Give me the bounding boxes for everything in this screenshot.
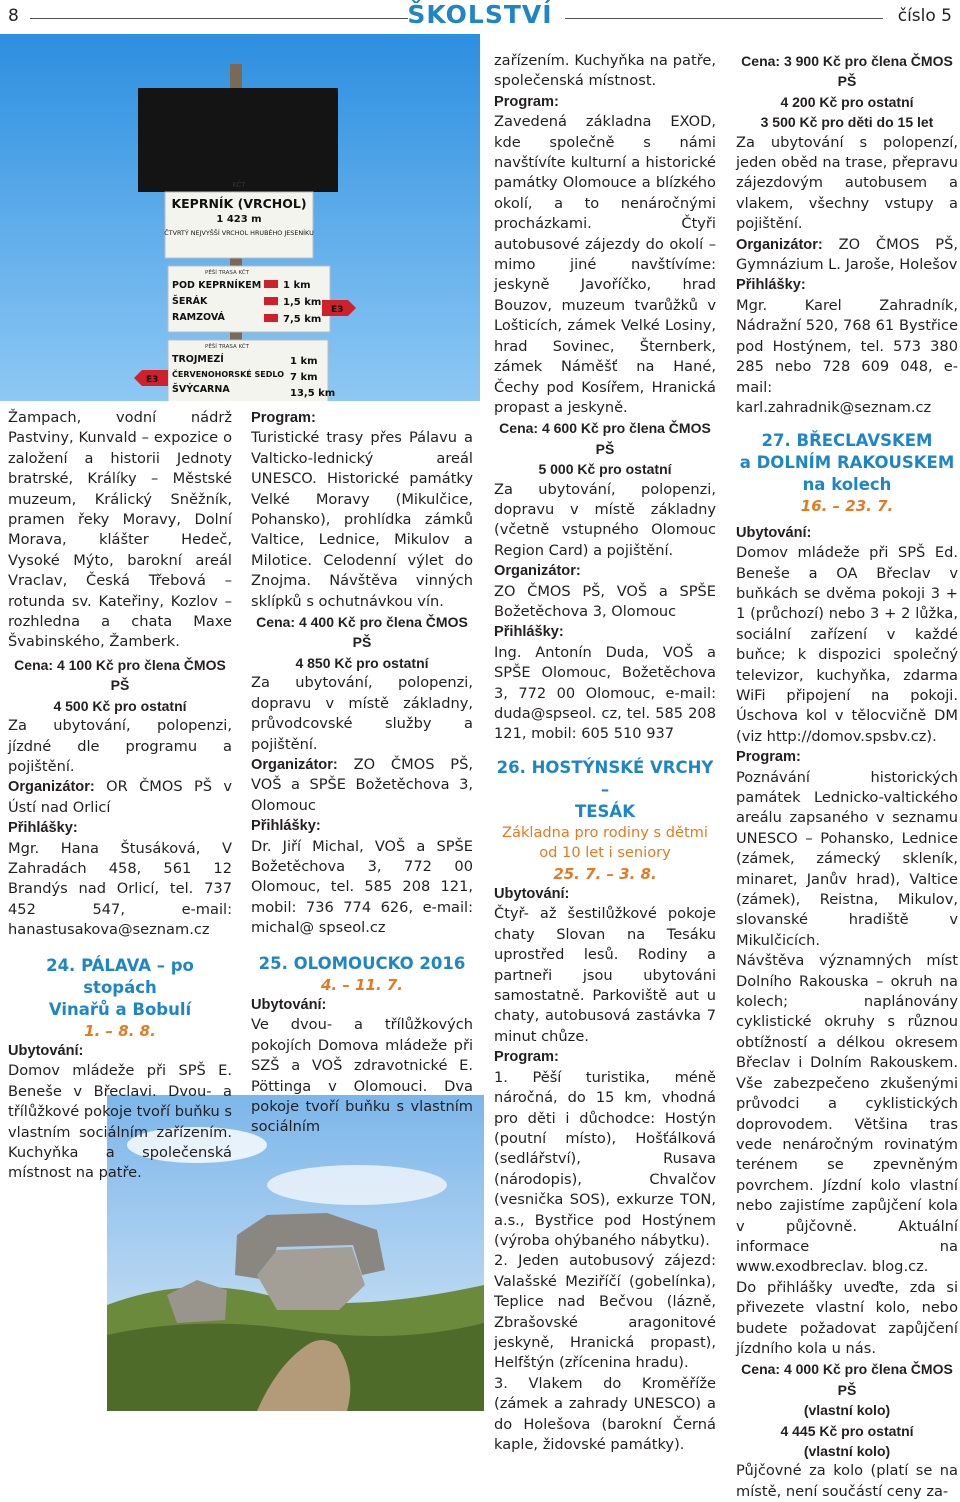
sign-b3-l1: TROJMEZÍ <box>172 354 224 365</box>
sign-peak-sub: (VRCHOL) <box>237 196 307 211</box>
sign-b3-route: E3 <box>146 375 159 385</box>
col3-accommodation-text: Čtyř- až šestilůžkové pokoje chaty Slovan na Tesáku uprostřed lesů. Rodiny a partneři jsou ubytováni samostatně. Parkoviště aut u chaty, autobusová zastávka 7 minut chůze. <box>494 905 716 1045</box>
sign-altitude: 1 423 m <box>216 214 262 225</box>
col3-includes: Za ubytování, polopenzi, dopravu v místě základny (včetně vstupného Olomouc Region Card) a pojištění. <box>494 480 716 559</box>
col3-section-title-1: 26. HOSTÝNSKÉ VRCHY – <box>496 757 714 799</box>
col2-registration-text: Dr. Jiří Michal, VOŠ a SPŠE Božetěchova 3, 772 00 Olomouc, tel. 585 208 121, mobil: 736 774 626, e-mail: michal@ spseol.cz <box>251 837 473 937</box>
col1-section-date: 1. – 8. 8. <box>84 1021 156 1040</box>
col3-program2-label: Program: <box>494 1049 559 1066</box>
col4-price-other: 4 200 Kč pro ostatní <box>780 93 914 110</box>
sign-b2-l3: RAMZOVÁ <box>172 312 225 323</box>
col3-price-other: 5 000 Kč pro ostatní <box>538 461 672 478</box>
col4-accommodation-text: Domov mládeže při SPŠ Ed. Beneše a OA Břeclav v buňkách se dvěma pokoji 3 + 1 (průchozí) nebo 3 + 2 lůžka, sociální zařízení v každé buňce; k dispozici společný televizor, kuchyňka, zdarma WiFi připojení na pokoji. Úschova kol v tělocvičně DM (viz http://domov.spsbv.cz). <box>736 544 958 745</box>
svg-text:KEPRNÍK (VRCHOL) <box>171 196 306 211</box>
col3-section-subtitle-1: Základna pro rodiny s dětmi <box>502 823 708 841</box>
col2-price-member: Cena: 4 400 Kč pro člena ČMOS PŠ <box>256 614 468 651</box>
sign-b3-l3: ŠVÝCARNA <box>172 384 230 395</box>
col1-includes: Za ubytování, polopenzi, jízdné dle programu a pojištění. <box>8 717 232 775</box>
col4-program-text-3: Do přihlášky uveďte, zda si přivezete vlastní kolo, nebo budete požadovat zapůjčení jízdního kola u nás. <box>736 1278 958 1357</box>
col4-price-member: Cena: 3 900 Kč pro člena ČMOS PŠ <box>741 53 953 90</box>
col1-price-other: 4 500 Kč pro ostatní <box>53 697 187 714</box>
col1-accommodation-label: Ubytování: <box>8 1042 84 1059</box>
col4-program-label: Program: <box>736 749 801 766</box>
col3-program2-item-3: 3. Vlakem do Kroměříže (zámek a zahrady UNESCO) a do Holešova (barokní Černá kaple, židovské památky). <box>494 1374 716 1453</box>
sign-peak: KEPRNÍK <box>171 196 234 211</box>
col3-section-date: 25. 7. – 3. 8. <box>553 864 657 883</box>
col3-section-subtitle-2: od 10 let i seniory <box>539 844 671 862</box>
col3-accommodation-label: Ubytování: <box>494 886 570 903</box>
col4-price-bike-other: 4 445 Kč pro ostatní <box>780 1422 914 1439</box>
sign-b2-d2: 1,5 km <box>283 297 322 308</box>
col3-program-text: Zavedená základna EXOD, kde společně s námi navštívíte kulturní a historické památky Olomouce a blízkého okolí, a to nenáročnými procházkami. Čtyři autobusové zájezdy do okolí – mimo jiné navštívíme: jeskyně Javoříčko, hrad Bouzov, muzeum tvarůžků v Lošticích, zámek Velké Losiny, hrad Sovinec, Šternberk, zámek Náměšť na Hané, Čechy pod Kosířem, Hranická propast a jeskyně. <box>494 113 716 416</box>
col3-price-member: Cena: 4 600 Kč pro člena ČMOS PŠ <box>499 420 711 457</box>
col2-program-text: Turistické trasy přes Pálavu a Valticko-lednický areál UNESCO. Historické památky Velké Moravy (Mikulčice, Pohansko), prohlídka zámků Valtice, Lednice, Mikulov a Milotice. Celodenní výlet do Znojma. Návštěva vinných sklípků s ochutnávkou vín. <box>251 429 473 610</box>
col1-price-member: Cena: 4 100 Kč pro člena ČMOS PŠ <box>14 656 226 694</box>
col2-price-other: 4 850 Kč pro ostatní <box>295 654 429 671</box>
header-rule-right <box>565 18 883 19</box>
page-header <box>0 0 960 34</box>
sign-b3-d1: 1 km <box>290 356 318 367</box>
col3-registration-text: Ing. Antonín Duda, VOŠ a SPŠE Olomouc, Božetěchova 3, 772 00 Olomouc, e-mail: duda@spseol. cz, tel. 585 208 121, mobil: 605 510 937 <box>494 643 716 743</box>
col4-price-children: 3 500 Kč pro děti do 15 let <box>760 114 934 131</box>
col2-accommodation-label: Ubytování: <box>251 996 327 1013</box>
issue-number: číslo 5 <box>897 6 952 26</box>
col1-organizer: Organizátor: OR ČMOS PŠ v Ústí nad Orlicí <box>8 778 232 816</box>
col4-section-title-2: a DOLNÍM RAKOUSKEM <box>739 453 955 473</box>
col1-registration-label: Přihlášky: <box>8 820 78 837</box>
col1-accommodation-text: Domov mládeže při SPŠ E. Beneše v Břeclavi. Dvou- a třílůžkové pokoje tvoří buňku s vlastním sociálním zařízením. Kuchyňka a společenská místnost na patře. <box>8 1062 232 1182</box>
col1-section-title-1: 24. PÁLAVA – po stopách <box>46 955 194 997</box>
col2-registration-label: Přihlášky: <box>251 818 321 835</box>
col1-section-title-2: Vinařů a Bobulí <box>48 999 192 1019</box>
sign-b2-l2: ŠERÁK <box>172 296 208 307</box>
sign-b2-l1: POD KEPRNÍKEM <box>172 280 262 291</box>
col2-program-label: Program: <box>251 410 316 426</box>
column-1 <box>8 408 232 1184</box>
column-3 <box>494 51 716 1455</box>
col2-section-title: 25. OLOMOUCKO 2016 <box>258 953 466 973</box>
column-4 <box>736 51 958 1502</box>
page-number: 8 <box>8 6 19 26</box>
col4-section-title-3: na kolech <box>802 475 892 495</box>
sign-trail-label-1: PĚŠÍ TRASA KČT <box>205 270 249 276</box>
column-2 <box>251 408 473 1138</box>
sign-b3-d2: 7 km <box>290 372 318 383</box>
sign-b3-l2: ČERVENOHORSKÉ SEDLO <box>172 370 284 379</box>
col4-program-text-1: Poznávání historických památek Lednicko-valtického areálu zapsaného v seznamu UNESCO – Pohansko, Lednice (zámek, zámecký skleník, minaret, Janův hrad), Valtice (zámek), Reistna, Mikulov, slovanské hradiště v Mikulčicích. <box>736 768 958 949</box>
col4-registration-label: Přihlášky: <box>736 277 806 294</box>
sign-b2-d1: 1 km <box>283 280 311 291</box>
col3-program-label: Program: <box>494 93 559 110</box>
col3-registration-label: Přihlášky: <box>494 624 564 641</box>
col2-section-date: 4. – 11. 7. <box>320 975 403 994</box>
col4-section-title-1: 27. BŘECLAVSKEM <box>761 431 933 451</box>
svg-text:KČT: KČT <box>232 181 246 189</box>
col4-includes: Za ubytování s polopenzí, jeden oběd na trase, přepravu zájezdovým autobusem a vlakem, všechny vstupy a pojištění. <box>736 133 958 233</box>
col4-price-bike-other-note: (vlastní kolo) <box>803 1443 891 1459</box>
col3-program2-item-1: 1. Pěší turistika, méně náročná, do 15 km, vhodná pro děti i důchodce: Hostýn (poutní místo), Hošťálková (sedlářství), Rusava (národopis), Chvalčov (vesnička SOS), exkurze TON, a.s., Bystřice pod Hostýnem (výroba ohýbaného nábytku). <box>494 1068 716 1249</box>
col4-program-text-2: Návštěva významných míst Dolního Rakouska – okruh na kolech; naplánovány cyklistické okruhy s různou obtížností a délkou okresem Břeclav i Dolním Rakouskem. Vše zabezpečeno zkušenými průvodci a cyklistických doprovodem. Většina tras vede nenáročným rovinatým terénem se zpevněným povrchem. Jízdní kolo vlastní nebo zajistíme zapůjčení kola v půjčovně. Aktuální informace na www.exodbreclav. blog.cz. <box>736 952 958 1276</box>
col4-section-date: 16. – 23. 7. <box>800 497 894 516</box>
col3-organizer-label: Organizátor: <box>494 563 581 580</box>
col3-organizer-text: ZO ČMOS PŠ, VOŠ a SPŠE Božetěchova 3, Olomouc <box>494 582 716 620</box>
col1-intro: Žampach, vodní nádrž Pastviny, Kunvald – expozice o založení a historii Jednoty bratrské, Králíky – Městské muzeum, Králický Sněžník, pramen řeky Moravy, Dolní Morava, klášter Hedeč, Vysoké Mýto, barokní areál Vraclav, Česká Třebová – rotunda sv. Kateřiny, Kozlov – rozhledna a chata Maxe Švabinského, Žamberk. <box>8 409 232 651</box>
col3-program2-item-2: 2. Jeden autobusový zájezd: Valašské Meziříčí (gobelínka), Teplice nad Bečvou (lázně, Zbrašovské aragonitové jeskyně, Hranická propast), Helfštýn (zřícenina hradu). <box>494 1252 716 1372</box>
col4-organizer: Organizátor: ZO ČMOS PŠ, Gymnázium L. Jaroše, Holešov <box>736 235 958 274</box>
signpost-photo <box>0 34 480 401</box>
col4-price-bike-member: Cena: 4 000 Kč pro člena ČMOS PŠ <box>741 1361 953 1398</box>
col2-organizer: Organizátor: ZO ČMOS PŠ, VOŠ a SPŠE Božetěchova 3, Olomouc <box>251 755 473 814</box>
sign-note: ČTVRTÝ NEJVYŠŠÍ VRCHOL HRUBÉHO JESENÍKU <box>164 229 314 237</box>
section-title: ŠKOLSTVÍ <box>407 0 553 29</box>
col4-price-bike-member-note: (vlastní kolo) <box>803 1402 891 1419</box>
col3-section-title-2: TESÁK <box>575 801 635 821</box>
col2-includes: Za ubytování, polopenzi, dopravu v místě základny, průvodcovské služby a pojištění. <box>251 674 473 753</box>
sign-trail-label-2: PĚŠÍ TRASA KČT <box>205 344 249 350</box>
col4-rental-note: Půjčovné za kolo (platí se na místě, není součástí ceny za- <box>736 1462 958 1500</box>
col1-registration-text: Mgr. Hana Štusáková, V Zahradách 458, 561 12 Brandýs nad Orlicí, tel. 737 452 547, e-mail: hanastusakova@seznam.cz <box>8 839 232 939</box>
sign-b3-d3: 13,5 km <box>290 388 336 399</box>
col4-registration-text: Mgr. Karel Zahradník, Nádražní 520, 768 61 Bystřice pod Hostýnem, tel. 573 380 285 nebo 728 609 048, e-mail: karl.zahradnik@seznam.cz <box>736 296 958 416</box>
sign-b2-d3: 7,5 km <box>283 314 322 325</box>
col3-continuation: zařízením. Kuchyňka na patře, společenská místnost. <box>494 52 716 90</box>
col4-accommodation-label: Ubytování: <box>736 524 812 541</box>
sign-b2-route: E3 <box>331 305 344 315</box>
col2-accommodation-text: Ve dvou- a třílůžkových pokojích Domova mládeže při SZŠ a VOŠ zdravotnické E. Pöttinga v Olomouci. Dva pokoje tvoří buňku s vlastním sociálním <box>251 1016 473 1136</box>
